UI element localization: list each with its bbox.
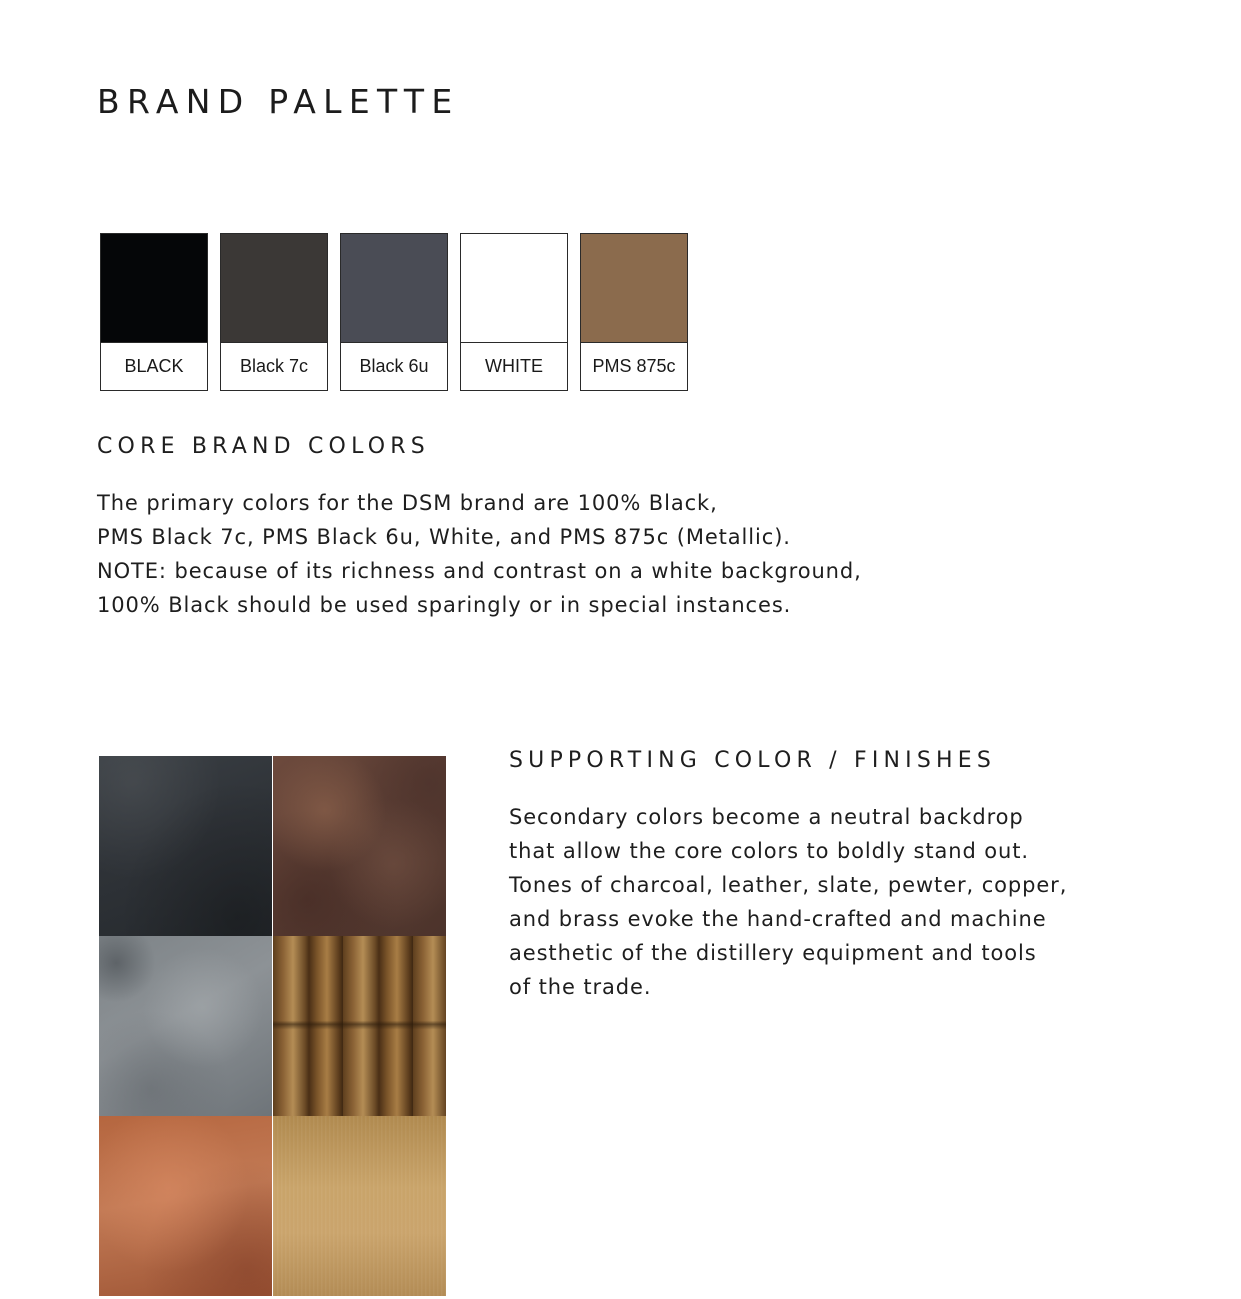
slate-texture-image <box>99 936 272 1116</box>
swatch-white <box>460 233 568 391</box>
swatch-pms-875c <box>580 233 688 391</box>
page-title: BRAND PALETTE <box>97 82 460 121</box>
copper-texture-image <box>99 1116 272 1296</box>
core-text-line: NOTE: because of its richness and contrast on a white background, <box>97 559 862 583</box>
swatch-black <box>100 233 208 391</box>
swatch-color-black <box>101 234 207 343</box>
swatch-black-7c <box>220 233 328 391</box>
finishes-texture-grid <box>99 756 446 1296</box>
brass-panels-texture-image <box>273 936 446 1116</box>
supporting-text-line: Tones of charcoal, leather, slate, pewter, copper, <box>509 873 1068 897</box>
core-brand-colors-text <box>97 486 862 622</box>
supporting-text-line: that allow the core colors to boldly stand out. <box>509 839 1029 863</box>
core-text-line: PMS Black 7c, PMS Black 6u, White, and PMS 875c (Metallic). <box>97 525 791 549</box>
brushed-brass-texture-image <box>273 1116 446 1296</box>
core-brand-colors-heading: CORE BRAND COLORS <box>97 434 430 459</box>
supporting-colors-text <box>509 800 1067 1004</box>
swatch-label-pms-875c: PMS 875c <box>592 356 676 376</box>
core-text-line: 100% Black should be used sparingly or in special instances. <box>97 593 792 617</box>
swatch-label-white: WHITE <box>485 356 543 376</box>
core-text-line: The primary colors for the DSM brand are 100% Black, <box>97 491 718 515</box>
leather-texture-image <box>273 756 446 936</box>
swatch-label-black-6u: Black 6u <box>359 356 429 376</box>
swatch-label-black: BLACK <box>124 356 184 376</box>
supporting-colors-heading: SUPPORTING COLOR / FINISHES <box>509 748 997 773</box>
swatch-color-black-7c <box>221 234 327 343</box>
swatch-color-black-6u <box>341 234 447 343</box>
charcoal-texture-image <box>99 756 272 936</box>
swatch-color-white <box>461 234 567 343</box>
supporting-text-line: of the trade. <box>509 975 652 999</box>
swatch-color-pms-875c <box>581 234 687 343</box>
swatch-label-black-7c: Black 7c <box>239 356 309 376</box>
supporting-text-line: aesthetic of the distillery equipment and tools <box>509 941 1037 965</box>
supporting-text-line: Secondary colors become a neutral backdrop <box>509 805 1024 829</box>
swatch-black-6u <box>340 233 448 391</box>
supporting-text-line: and brass evoke the hand-crafted and machine <box>509 907 1047 931</box>
